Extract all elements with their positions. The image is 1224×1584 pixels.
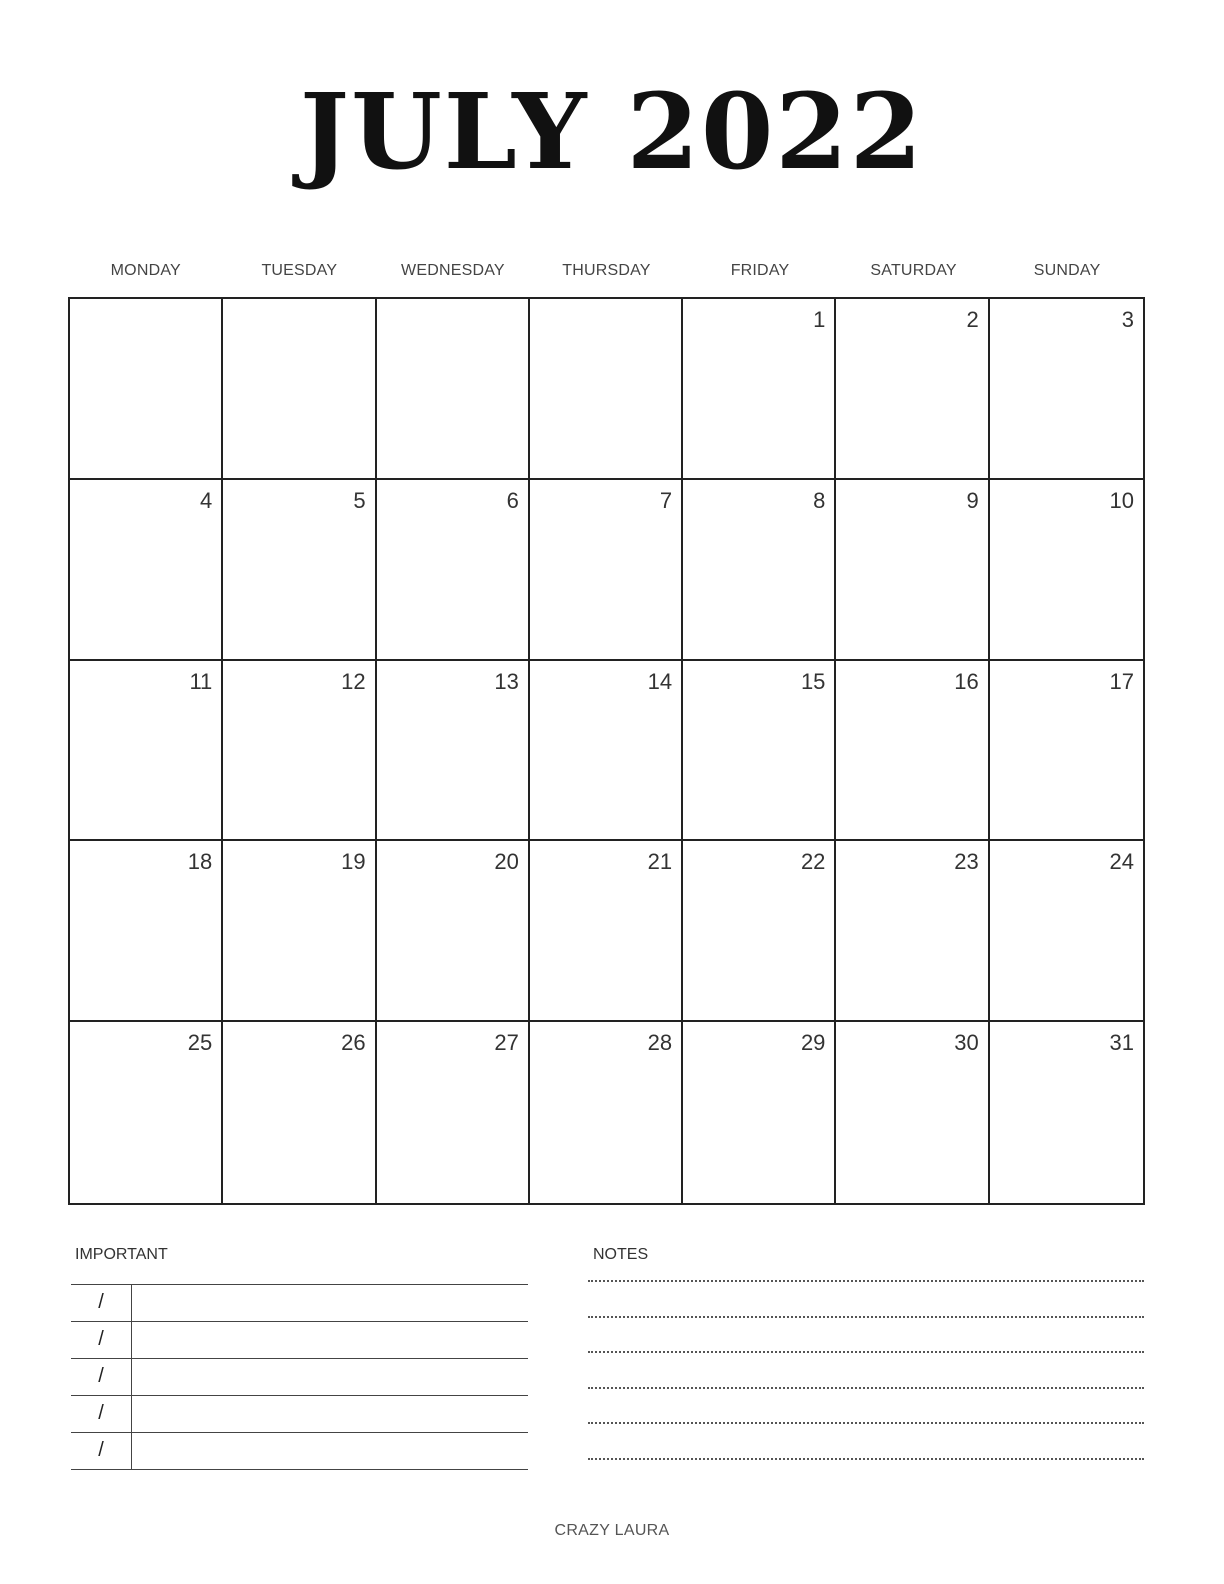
notes-label: NOTES bbox=[593, 1246, 649, 1263]
note-line[interactable] bbox=[588, 1316, 1144, 1352]
weekday-label: SATURDAY bbox=[870, 262, 957, 279]
day-cell[interactable] bbox=[377, 841, 530, 1022]
day-cell[interactable] bbox=[70, 299, 223, 480]
day-number: 25 bbox=[187, 1030, 213, 1056]
day-cell[interactable] bbox=[530, 661, 683, 842]
notes-lines bbox=[588, 1280, 1144, 1493]
weekday-label: TUESDAY bbox=[261, 262, 338, 279]
day-number: 6 bbox=[506, 487, 519, 513]
day-number: 3 bbox=[1121, 307, 1134, 332]
day-cell[interactable] bbox=[990, 299, 1143, 480]
important-list bbox=[71, 1284, 528, 1470]
day-cell[interactable] bbox=[836, 1022, 989, 1203]
day-number: 24 bbox=[1109, 849, 1134, 875]
day-number: 10 bbox=[1109, 487, 1134, 513]
day-cell[interactable] bbox=[990, 841, 1143, 1022]
day-number: 4 bbox=[200, 487, 213, 513]
day-cell[interactable] bbox=[377, 299, 530, 480]
day-cell[interactable] bbox=[990, 661, 1143, 842]
note-line[interactable] bbox=[588, 1458, 1144, 1494]
day-number: 12 bbox=[341, 668, 366, 694]
day-number: 9 bbox=[966, 487, 979, 513]
weekday-label: THURSDAY bbox=[562, 262, 651, 279]
day-number: 22 bbox=[800, 849, 826, 875]
important-date-slot: / bbox=[71, 1285, 132, 1321]
day-cell[interactable] bbox=[683, 661, 836, 842]
day-number: 31 bbox=[1109, 1030, 1134, 1056]
calendar-grid bbox=[68, 297, 1145, 1205]
note-line[interactable] bbox=[588, 1387, 1144, 1423]
day-cell[interactable] bbox=[990, 1022, 1143, 1203]
important-row[interactable] bbox=[71, 1395, 528, 1432]
day-cell[interactable] bbox=[836, 661, 989, 842]
day-number: 13 bbox=[494, 668, 519, 694]
important-date-slot: / bbox=[71, 1322, 132, 1358]
day-cell[interactable] bbox=[223, 299, 376, 480]
day-number: 29 bbox=[800, 1030, 826, 1056]
weekday-label: SUNDAY bbox=[1033, 262, 1101, 279]
day-cell[interactable] bbox=[990, 480, 1143, 661]
day-number: 21 bbox=[647, 849, 673, 875]
day-cell[interactable] bbox=[223, 841, 376, 1022]
day-number: 26 bbox=[341, 1030, 366, 1056]
day-cell[interactable] bbox=[530, 841, 683, 1022]
day-cell[interactable] bbox=[377, 661, 530, 842]
important-date-slot: / bbox=[71, 1396, 132, 1432]
day-cell[interactable] bbox=[530, 299, 683, 480]
note-line[interactable] bbox=[588, 1280, 1144, 1316]
important-row[interactable] bbox=[71, 1284, 528, 1321]
important-row[interactable] bbox=[71, 1358, 528, 1395]
day-cell[interactable] bbox=[70, 480, 223, 661]
weekday-header bbox=[69, 262, 1144, 280]
day-number: 5 bbox=[353, 487, 366, 513]
day-cell[interactable] bbox=[70, 1022, 223, 1203]
day-cell[interactable] bbox=[223, 480, 376, 661]
important-row[interactable] bbox=[71, 1321, 528, 1358]
footer-brand: CRAZY LAURA bbox=[554, 1522, 670, 1539]
day-number: 27 bbox=[494, 1030, 519, 1056]
day-cell[interactable] bbox=[683, 299, 836, 480]
day-cell[interactable] bbox=[377, 480, 530, 661]
day-cell[interactable] bbox=[377, 1022, 530, 1203]
important-row[interactable] bbox=[71, 1432, 528, 1470]
day-cell[interactable] bbox=[683, 480, 836, 661]
day-number: 2 bbox=[966, 307, 979, 332]
day-number: 18 bbox=[187, 849, 213, 875]
day-cell[interactable] bbox=[530, 480, 683, 661]
weekday-label: FRIDAY bbox=[730, 262, 790, 279]
day-cell[interactable] bbox=[70, 661, 223, 842]
day-cell[interactable] bbox=[836, 299, 989, 480]
day-number: 20 bbox=[494, 849, 519, 875]
note-line[interactable] bbox=[588, 1351, 1144, 1387]
day-number: 23 bbox=[954, 849, 979, 875]
day-cell[interactable] bbox=[530, 1022, 683, 1203]
day-cell[interactable] bbox=[683, 841, 836, 1022]
important-date-slot: / bbox=[71, 1433, 132, 1469]
important-label: IMPORTANT bbox=[75, 1246, 168, 1263]
day-cell[interactable] bbox=[223, 1022, 376, 1203]
weekday-label: WEDNESDAY bbox=[401, 262, 505, 279]
day-cell[interactable] bbox=[70, 841, 223, 1022]
important-date-slot: / bbox=[71, 1359, 132, 1395]
day-cell[interactable] bbox=[683, 1022, 836, 1203]
day-number: 14 bbox=[647, 668, 673, 694]
page-title: JULY 2022 bbox=[299, 70, 925, 193]
day-number: 11 bbox=[189, 668, 213, 694]
day-number: 28 bbox=[647, 1030, 673, 1056]
day-cell[interactable] bbox=[836, 480, 989, 661]
day-cell[interactable] bbox=[223, 661, 376, 842]
note-line[interactable] bbox=[588, 1422, 1144, 1458]
day-cell[interactable] bbox=[836, 841, 989, 1022]
day-number: 19 bbox=[341, 849, 366, 875]
day-number: 7 bbox=[659, 487, 673, 513]
day-number: 15 bbox=[800, 668, 826, 694]
day-number: 30 bbox=[954, 1030, 979, 1056]
day-number: 8 bbox=[813, 487, 826, 513]
weekday-label: MONDAY bbox=[110, 262, 181, 279]
day-number: 1 bbox=[813, 307, 826, 332]
day-number: 17 bbox=[1109, 668, 1134, 694]
day-number: 16 bbox=[954, 668, 979, 694]
